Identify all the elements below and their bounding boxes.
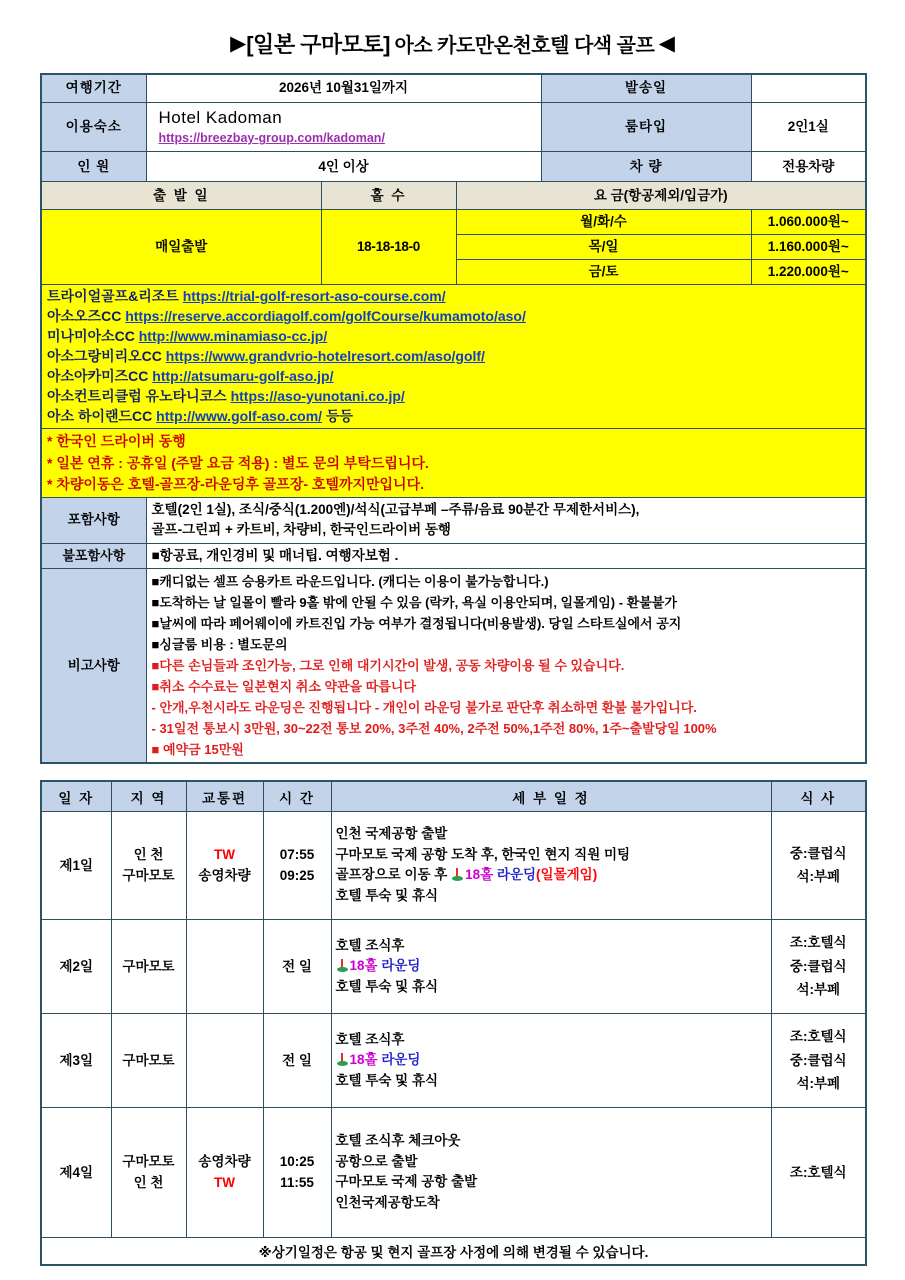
detail-line — [336, 1193, 767, 1214]
detail-line — [336, 936, 767, 957]
time-line: 11:55 — [280, 1175, 314, 1191]
detail-text: 호텔 조식후 체크아웃 — [335, 1133, 461, 1149]
remarks-label: 비고사항 — [41, 568, 146, 763]
itinerary-detail — [331, 1013, 771, 1107]
red-note-line: * 일본 연휴 : 공휴일 (주말 요금 적용) : 별도 문의 부탁드립니다. — [47, 454, 429, 471]
detail-text: 인천 국제공항 출발 — [335, 826, 448, 842]
golf-course-url[interactable]: https://trial-golf-resort-aso-course.com/ — [182, 288, 446, 305]
remark-line: ■ 예약금 15만원 — [151, 742, 244, 758]
itinerary-day: 제3일 — [41, 1013, 111, 1107]
golf-course-name: 미나미아소CC — [47, 328, 139, 345]
itinerary-transport — [186, 1013, 263, 1107]
included-line: 호텔(2인 1실), 조식/중식(1.200엔)/석식(고급부페 –주류/음료 90분간 무제한서비스), — [151, 502, 640, 518]
table-row — [41, 210, 866, 235]
room-type-value: 2인1실 — [751, 102, 866, 152]
table-row — [41, 152, 866, 182]
golf-course-name: 아소그랑비리오CC — [47, 347, 166, 364]
itinerary-day: 제4일 — [41, 1107, 111, 1237]
golf-course-name: 아소 하이랜드CC — [47, 407, 157, 424]
detail-text: 라운딩 — [381, 1052, 421, 1068]
region-line: 구마모토 — [122, 1153, 175, 1169]
detail-text: 호텔 조식후 — [335, 1031, 405, 1047]
itinerary-row — [41, 919, 866, 1013]
remark-line: - 31일전 통보시 3만원, 30~22전 통보 20%, 3주전 40%, 2주전 50%,1주전 80%, 1주~출발당일 100% — [151, 721, 717, 737]
depart-header: 출 발 일 — [41, 182, 321, 210]
price-amount-1: 1.160.000원~ — [751, 235, 866, 260]
region-line: 구마모토 — [122, 1052, 175, 1068]
period-value: 2026년 10월31일까지 — [146, 74, 541, 102]
golf-links-cell — [41, 285, 866, 429]
golf-course-url[interactable]: http://www.golf-aso.com/ — [156, 407, 323, 424]
detail-line — [336, 845, 767, 866]
price-days-2: 금/토 — [456, 260, 751, 285]
itinerary-row — [41, 1107, 866, 1237]
itinerary-col-header-3: 시 간 — [263, 781, 331, 811]
itinerary-col-header-4: 세 부 일 정 — [331, 781, 771, 811]
detail-text: 호텔 투숙 및 휴식 — [335, 1072, 439, 1088]
remark-line: ■싱글룸 비용 : 별도문의 — [151, 637, 288, 653]
itinerary-region — [111, 811, 186, 919]
left-arrow-icon: ▶ — [230, 32, 247, 55]
meal-line: 중:클럽식 — [789, 845, 847, 861]
fare-header: 요 금(항공제외/입금가) — [456, 182, 866, 210]
remarks-cell — [146, 568, 866, 763]
excluded-label: 불포함사항 — [41, 543, 146, 568]
table-row — [41, 498, 866, 544]
time-line: 10:25 — [279, 1153, 315, 1169]
golf-course-url[interactable]: https://www.grandvrio-hotelresort.com/aso/golf/ — [165, 347, 485, 364]
remark-line: ■날씨에 따라 페어웨이에 카트진입 가능 여부가 결정됩니다(비용발생). 당일 스타트실에서 공지 — [151, 616, 682, 632]
time-line: 전 일 — [282, 958, 312, 974]
detail-text: 18홀 — [465, 867, 497, 883]
golf-link-line — [47, 327, 860, 347]
holes-value: 18-18-18-0 — [321, 210, 456, 285]
golf-link-line — [47, 387, 860, 407]
golf-course-url[interactable]: https://aso-yunotani.co.jp/ — [230, 387, 405, 404]
room-type-label: 룸타입 — [541, 102, 751, 152]
meal-line: 석:부페 — [796, 869, 841, 885]
page-title — [40, 0, 865, 73]
hotel-name: Hotel Kadoman — [158, 107, 283, 127]
pax-value: 4인 이상 — [146, 152, 541, 182]
itinerary-meals — [771, 1013, 866, 1107]
itinerary-col-header-2: 교통편 — [186, 781, 263, 811]
golf-course-name: 트라이얼골프&리조트 — [47, 288, 183, 305]
time-line: 07:55 — [279, 846, 315, 862]
meal-line: 석:부페 — [796, 982, 841, 998]
itinerary-detail — [331, 1107, 771, 1237]
detail-text: 구마모토 국제 공항 출발 — [335, 1174, 478, 1190]
price-amount-0: 1.060.000원~ — [751, 210, 866, 235]
itinerary-header-row — [41, 781, 866, 811]
itinerary-region — [111, 1013, 186, 1107]
itinerary-transport — [186, 1107, 263, 1237]
meal-line: 조:호텔식 — [789, 1028, 847, 1044]
red-note-line: * 차량이동은 호텔-골프장-라운딩후 골프장- 호텔까지만입니다. — [47, 475, 424, 492]
detail-line — [336, 886, 767, 907]
golf-link-line — [47, 407, 860, 427]
remark-line: ■캐디없는 셀프 승용카트 라운드입니다. (캐디는 이용이 불가능합니다.) — [151, 573, 549, 589]
holes-header: 홀 수 — [321, 182, 456, 210]
detail-text: 호텔 투숙 및 휴식 — [335, 978, 439, 994]
region-line: 구마모토 — [122, 958, 175, 974]
meal-line: 석:부페 — [796, 1076, 841, 1092]
itinerary-day: 제2일 — [41, 919, 111, 1013]
itinerary-meals — [771, 919, 866, 1013]
detail-line — [336, 1172, 767, 1193]
golf-link-line — [47, 367, 860, 387]
itinerary-footer-row — [41, 1237, 866, 1265]
region-line: 구마모토 — [122, 868, 175, 884]
itinerary-body — [41, 811, 866, 1237]
transport-line: TW — [214, 1175, 235, 1191]
period-label: 여행기간 — [41, 74, 146, 102]
table-row — [41, 182, 866, 210]
right-arrow-icon: ◀ — [658, 32, 675, 55]
detail-line — [336, 824, 767, 845]
remark-line: ■취소 수수료는 일본현지 취소 약관을 따릅니다 — [151, 679, 417, 695]
detail-line — [336, 977, 767, 998]
region-line: 인 천 — [133, 1175, 164, 1191]
detail-line — [336, 1131, 767, 1152]
golf-links-list — [47, 287, 860, 426]
detail-text: 공항으로 출발 — [335, 1153, 418, 1169]
excluded-line: ■항공료, 개인경비 및 매너팁. 여행자보험 . — [151, 547, 399, 563]
detail-text: 인천국제공항도착 — [335, 1194, 440, 1210]
remark-line: - 안개,우천시라도 라운딩은 진행됩니다 - 개인이 라운딩 불가로 판단후 취소하면 환불 불가입니다. — [151, 700, 697, 716]
pax-label: 인 원 — [41, 152, 146, 182]
table-row — [41, 285, 866, 429]
golf-link-tail: 등등 — [322, 407, 354, 424]
included-cell — [146, 498, 866, 544]
itinerary-time — [263, 1013, 331, 1107]
itinerary-transport — [186, 811, 263, 919]
info-table — [40, 73, 867, 764]
detail-line — [336, 1030, 767, 1051]
red-note-line: * 한국인 드라이버 동행 — [47, 433, 186, 450]
itinerary-detail — [331, 919, 771, 1013]
transport-line: 송영차량 — [198, 868, 251, 884]
itinerary-time — [263, 811, 331, 919]
detail-line — [336, 1152, 767, 1173]
golf-link-line — [47, 287, 860, 307]
itinerary-time — [263, 919, 331, 1013]
title-rest: 아소 카도만온천호텔 다색 골프 — [394, 35, 655, 57]
price-amount-2: 1.220.000원~ — [751, 260, 866, 285]
included-line: 골프-그린피 + 카트비, 차량비, 한국인드라이버 동행 — [151, 522, 451, 538]
golf-flag-icon — [336, 959, 349, 972]
detail-text: 18홀 — [349, 958, 382, 974]
red-notes-cell — [41, 429, 866, 498]
golf-course-name: 아소오즈CC — [47, 308, 126, 325]
transport-line: TW — [214, 846, 235, 862]
hotel-url-link[interactable]: https://breezbay-group.com/kadoman/ — [158, 131, 385, 146]
title-bracket: [일본 구마모토] — [246, 32, 391, 57]
detail-line — [336, 1071, 767, 1092]
price-days-1: 목/일 — [456, 235, 751, 260]
remarks-lines — [152, 571, 861, 760]
golf-link-line — [47, 347, 860, 367]
detail-text: 18홀 — [349, 1052, 382, 1068]
detail-text: 호텔 조식후 — [335, 937, 405, 953]
hotel-cell — [146, 102, 541, 152]
meal-line: 중:클럽식 — [789, 1052, 847, 1068]
detail-text: (일몰게임) — [536, 867, 598, 883]
detail-text: 구마모토 국제 공항 도착 후, 한국인 현지 직원 미팅 — [335, 846, 631, 862]
remark-line: ■다른 손님들과 조인가능, 그로 인해 대기시간이 발생, 공동 차량이용 될 수 있습니다. — [151, 658, 625, 674]
region-line: 인 천 — [133, 846, 164, 862]
meal-line: 중:클럽식 — [789, 958, 847, 974]
table-row — [41, 568, 866, 763]
detail-line — [336, 865, 767, 886]
golf-course-name: 아소아카미즈CC — [47, 367, 153, 384]
remark-line: ■도착하는 날 일몰이 빨라 9홀 밖에 안될 수 있음 (락카, 욕실 이용안되며, 일몰게임) - 환불불가 — [151, 595, 677, 611]
excluded-lines — [152, 546, 861, 566]
send-value — [751, 74, 866, 102]
golf-flag-icon — [336, 1053, 349, 1066]
detail-line — [336, 1050, 767, 1071]
itinerary-col-header-1: 지 역 — [111, 781, 186, 811]
table-row — [41, 102, 866, 152]
red-notes-list — [47, 431, 860, 495]
detail-text: 라운딩 — [496, 867, 537, 883]
vehicle-label: 차 량 — [541, 152, 751, 182]
golf-course-url[interactable]: https://reserve.accordiagolf.com/golfCourse/kumamoto/aso/ — [125, 308, 526, 325]
table-row — [41, 429, 866, 498]
itinerary-transport — [186, 919, 263, 1013]
itinerary-meals — [771, 1107, 866, 1237]
itinerary-footer-note: ※상기일정은 항공 및 현지 골프장 사정에 의해 변경될 수 있습니다. — [41, 1237, 866, 1265]
itinerary-table — [40, 780, 867, 1266]
itinerary-region — [111, 919, 186, 1013]
table-row — [41, 543, 866, 568]
send-label: 발송일 — [541, 74, 751, 102]
price-days-0: 월/화/수 — [456, 210, 751, 235]
included-label: 포함사항 — [41, 498, 146, 544]
vehicle-value: 전용차량 — [751, 152, 866, 182]
golf-flag-icon — [451, 868, 464, 881]
detail-text: 호텔 투숙 및 휴식 — [335, 887, 439, 903]
itinerary-col-header-5: 식 사 — [771, 781, 866, 811]
golf-link-line — [47, 307, 860, 327]
itinerary-detail — [331, 811, 771, 919]
golf-course-url[interactable]: http://www.minamiaso-cc.jp/ — [138, 328, 328, 345]
time-line: 09:25 — [279, 868, 315, 884]
itinerary-col-header-0: 일 자 — [41, 781, 111, 811]
itinerary-row — [41, 1013, 866, 1107]
meal-line: 조:호텔식 — [789, 1164, 847, 1180]
detail-line — [336, 956, 767, 977]
golf-course-name: 아소컨트리클럽 유노타니코스 — [47, 387, 231, 404]
detail-text: 라운딩 — [381, 958, 421, 974]
table-row — [41, 74, 866, 102]
meal-line: 조:호텔식 — [789, 934, 847, 950]
itinerary-region — [111, 1107, 186, 1237]
itinerary-meals — [771, 811, 866, 919]
itinerary-row — [41, 811, 866, 919]
golf-course-url[interactable]: http://atsumaru-golf-aso.jp/ — [152, 367, 334, 384]
time-line: 전 일 — [282, 1052, 312, 1068]
detail-text: 골프장으로 이동 후 — [335, 867, 452, 883]
hotel-label: 이용숙소 — [41, 102, 146, 152]
itinerary-time — [263, 1107, 331, 1237]
depart-value: 매일출발 — [41, 210, 321, 285]
excluded-cell — [146, 543, 866, 568]
transport-line: 송영차량 — [198, 1153, 251, 1169]
included-lines — [152, 500, 861, 541]
itinerary-day: 제1일 — [41, 811, 111, 919]
